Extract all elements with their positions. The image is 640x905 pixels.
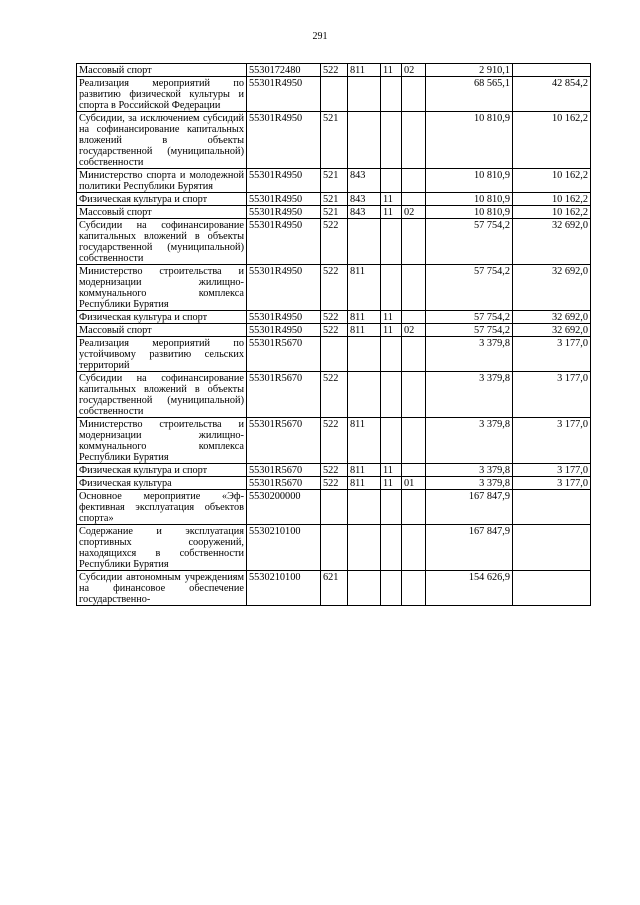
- expense-type-code-cell: 522: [321, 372, 348, 418]
- target-article-code-cell: 55301R5670: [247, 372, 321, 418]
- amount-year1-cell: 10 810,9: [426, 112, 513, 169]
- section-code-cell: [381, 337, 402, 372]
- subsection-code-cell: [402, 372, 426, 418]
- section-code-cell: [381, 372, 402, 418]
- expense-type-code-cell: 521: [321, 206, 348, 219]
- ministry-code-cell: 811: [348, 418, 381, 464]
- amount-year1-cell: 10 810,9: [426, 206, 513, 219]
- ministry-code-cell: 811: [348, 324, 381, 337]
- ministry-code-cell: [348, 525, 381, 571]
- expense-type-code-cell: [321, 525, 348, 571]
- ministry-code-cell: 811: [348, 477, 381, 490]
- expense-type-code-cell: 522: [321, 324, 348, 337]
- ministry-code-cell: [348, 219, 381, 265]
- section-code-cell: [381, 77, 402, 112]
- target-article-code-cell: 5530210100: [247, 525, 321, 571]
- subsection-code-cell: [402, 77, 426, 112]
- amount-year1-cell: 68 565,1: [426, 77, 513, 112]
- row-name-cell: Министерство строительства и модернизации жилищно-коммунального комплекса Республики Бурятия: [77, 265, 247, 311]
- amount-year1-cell: 3 379,8: [426, 372, 513, 418]
- section-code-cell: [381, 418, 402, 464]
- row-name-cell: Реализация мероприятий по развитию физической культуры и спорта в Российской Федерации: [77, 77, 247, 112]
- amount-year2-cell: 3 177,0: [513, 464, 591, 477]
- amount-year2-cell: 32 692,0: [513, 311, 591, 324]
- subsection-code-cell: 01: [402, 477, 426, 490]
- amount-year2-cell: 10 162,2: [513, 112, 591, 169]
- ministry-code-cell: 811: [348, 265, 381, 311]
- row-name-cell: Физическая культура и спорт: [77, 464, 247, 477]
- section-code-cell: 11: [381, 324, 402, 337]
- amount-year2-cell: 3 177,0: [513, 477, 591, 490]
- subsection-code-cell: [402, 525, 426, 571]
- row-name-cell: Массовый спорт: [77, 206, 247, 219]
- amount-year2-cell: [513, 525, 591, 571]
- target-article-code-cell: 55301R4950: [247, 311, 321, 324]
- section-code-cell: 11: [381, 311, 402, 324]
- expense-type-code-cell: 522: [321, 477, 348, 490]
- row-name-cell: Физическая культура: [77, 477, 247, 490]
- amount-year2-cell: 10 162,2: [513, 169, 591, 193]
- row-name-cell: Субсидии на софинансирование капитальных вложений в объекты государственной (муниципальной) собственности: [77, 219, 247, 265]
- expense-type-code-cell: 522: [321, 219, 348, 265]
- expense-type-code-cell: 522: [321, 265, 348, 311]
- ministry-code-cell: 843: [348, 169, 381, 193]
- amount-year2-cell: 3 177,0: [513, 418, 591, 464]
- expense-type-code-cell: [321, 77, 348, 112]
- target-article-code-cell: 55301R4950: [247, 112, 321, 169]
- subsection-code-cell: [402, 418, 426, 464]
- target-article-code-cell: 5530210100: [247, 571, 321, 606]
- table-row: [77, 112, 591, 169]
- table-row: [77, 64, 591, 77]
- target-article-code-cell: 5530172480: [247, 64, 321, 77]
- amount-year1-cell: 57 754,2: [426, 324, 513, 337]
- ministry-code-cell: [348, 112, 381, 169]
- amount-year1-cell: 3 379,8: [426, 464, 513, 477]
- expense-type-code-cell: 522: [321, 464, 348, 477]
- row-name-cell: Содержание и эксплуатация спортивных сооружений, находящихся в собственности Республики Бурятия: [77, 525, 247, 571]
- table-row: [77, 265, 591, 311]
- ministry-code-cell: [348, 337, 381, 372]
- row-name-cell: Физическая культура и спорт: [77, 193, 247, 206]
- amount-year1-cell: 3 379,8: [426, 418, 513, 464]
- row-name-cell: Массовый спорт: [77, 64, 247, 77]
- subsection-code-cell: [402, 169, 426, 193]
- target-article-code-cell: 55301R4950: [247, 206, 321, 219]
- row-name-cell: Субсидии на софинансирование капитальных вложений в объекты государственной (муниципальной) собственности: [77, 372, 247, 418]
- subsection-code-cell: [402, 219, 426, 265]
- amount-year2-cell: 10 162,2: [513, 206, 591, 219]
- table-row: [77, 490, 591, 525]
- ministry-code-cell: 811: [348, 464, 381, 477]
- row-name-cell: Физическая культура и спорт: [77, 311, 247, 324]
- row-name-cell: Основное мероприятие «Эффективная эксплуатация объектов спорта»: [77, 490, 247, 525]
- section-code-cell: 11: [381, 64, 402, 77]
- section-code-cell: [381, 490, 402, 525]
- ministry-code-cell: 811: [348, 311, 381, 324]
- subsection-code-cell: [402, 265, 426, 311]
- amount-year2-cell: [513, 490, 591, 525]
- section-code-cell: 11: [381, 206, 402, 219]
- target-article-code-cell: 55301R4950: [247, 77, 321, 112]
- table-row: [77, 525, 591, 571]
- amount-year1-cell: 3 379,8: [426, 477, 513, 490]
- expense-type-code-cell: [321, 337, 348, 372]
- section-code-cell: [381, 112, 402, 169]
- amount-year1-cell: 154 626,9: [426, 571, 513, 606]
- amount-year2-cell: 3 177,0: [513, 337, 591, 372]
- amount-year1-cell: 3 379,8: [426, 337, 513, 372]
- amount-year2-cell: [513, 64, 591, 77]
- section-code-cell: [381, 265, 402, 311]
- expense-type-code-cell: 522: [321, 311, 348, 324]
- section-code-cell: [381, 219, 402, 265]
- target-article-code-cell: 55301R4950: [247, 324, 321, 337]
- section-code-cell: [381, 169, 402, 193]
- table-row: [77, 169, 591, 193]
- table-row: [77, 571, 591, 606]
- page-number: 291: [312, 31, 328, 42]
- amount-year1-cell: 10 810,9: [426, 169, 513, 193]
- table-row: [77, 219, 591, 265]
- table-row: [77, 418, 591, 464]
- subsection-code-cell: [402, 112, 426, 169]
- amount-year1-cell: 167 847,9: [426, 525, 513, 571]
- section-code-cell: 11: [381, 193, 402, 206]
- target-article-code-cell: 55301R4950: [247, 193, 321, 206]
- expense-type-code-cell: 521: [321, 112, 348, 169]
- ministry-code-cell: 843: [348, 193, 381, 206]
- amount-year2-cell: 32 692,0: [513, 219, 591, 265]
- expense-type-code-cell: 522: [321, 64, 348, 77]
- table-body: [77, 64, 591, 606]
- expense-type-code-cell: [321, 490, 348, 525]
- subsection-code-cell: 02: [402, 206, 426, 219]
- table-row: [77, 324, 591, 337]
- amount-year2-cell: [513, 571, 591, 606]
- row-name-cell: Массовый спорт: [77, 324, 247, 337]
- target-article-code-cell: 5530200000: [247, 490, 321, 525]
- target-article-code-cell: 55301R5670: [247, 477, 321, 490]
- row-name-cell: Министерство строительства и модернизации жилищно-коммунального комплекса Республики Бурятия: [77, 418, 247, 464]
- table-row: [77, 372, 591, 418]
- amount-year1-cell: 10 810,9: [426, 193, 513, 206]
- table-row: [77, 311, 591, 324]
- section-code-cell: [381, 525, 402, 571]
- amount-year2-cell: 32 692,0: [513, 324, 591, 337]
- amount-year1-cell: 57 754,2: [426, 219, 513, 265]
- amount-year1-cell: 57 754,2: [426, 311, 513, 324]
- subsection-code-cell: 02: [402, 324, 426, 337]
- table-row: [77, 477, 591, 490]
- amount-year2-cell: 3 177,0: [513, 372, 591, 418]
- section-code-cell: [381, 571, 402, 606]
- section-code-cell: 11: [381, 477, 402, 490]
- ministry-code-cell: [348, 77, 381, 112]
- amount-year2-cell: 32 692,0: [513, 265, 591, 311]
- budget-table: [76, 63, 591, 606]
- target-article-code-cell: 55301R5670: [247, 337, 321, 372]
- target-article-code-cell: 55301R4950: [247, 169, 321, 193]
- subsection-code-cell: [402, 490, 426, 525]
- subsection-code-cell: [402, 311, 426, 324]
- amount-year2-cell: 10 162,2: [513, 193, 591, 206]
- subsection-code-cell: 02: [402, 64, 426, 77]
- target-article-code-cell: 55301R5670: [247, 464, 321, 477]
- expense-type-code-cell: 521: [321, 193, 348, 206]
- expense-type-code-cell: 521: [321, 169, 348, 193]
- subsection-code-cell: [402, 193, 426, 206]
- ministry-code-cell: [348, 490, 381, 525]
- table-row: [77, 464, 591, 477]
- subsection-code-cell: [402, 464, 426, 477]
- ministry-code-cell: 811: [348, 64, 381, 77]
- target-article-code-cell: 55301R4950: [247, 265, 321, 311]
- expense-type-code-cell: 522: [321, 418, 348, 464]
- section-code-cell: 11: [381, 464, 402, 477]
- subsection-code-cell: [402, 571, 426, 606]
- table-row: [77, 206, 591, 219]
- target-article-code-cell: 55301R4950: [247, 219, 321, 265]
- row-name-cell: Субсидии, за исключением субсидий на софинансирование капитальных вложений в объекты государственной (муниципальной) собственности: [77, 112, 247, 169]
- amount-year1-cell: 2 910,1: [426, 64, 513, 77]
- target-article-code-cell: 55301R5670: [247, 418, 321, 464]
- amount-year1-cell: 57 754,2: [426, 265, 513, 311]
- table-row: [77, 77, 591, 112]
- table-row: [77, 193, 591, 206]
- expense-type-code-cell: 621: [321, 571, 348, 606]
- amount-year2-cell: 42 854,2: [513, 77, 591, 112]
- subsection-code-cell: [402, 337, 426, 372]
- row-name-cell: Министерство спорта и молодежной политики Республики Бурятия: [77, 169, 247, 193]
- table-row: [77, 337, 591, 372]
- ministry-code-cell: 843: [348, 206, 381, 219]
- amount-year1-cell: 167 847,9: [426, 490, 513, 525]
- row-name-cell: Субсидии автономным учреждениям на финансовое обеспечение государственно-: [77, 571, 247, 606]
- ministry-code-cell: [348, 571, 381, 606]
- ministry-code-cell: [348, 372, 381, 418]
- row-name-cell: Реализация мероприятий по устойчивому развитию сельских территорий: [77, 337, 247, 372]
